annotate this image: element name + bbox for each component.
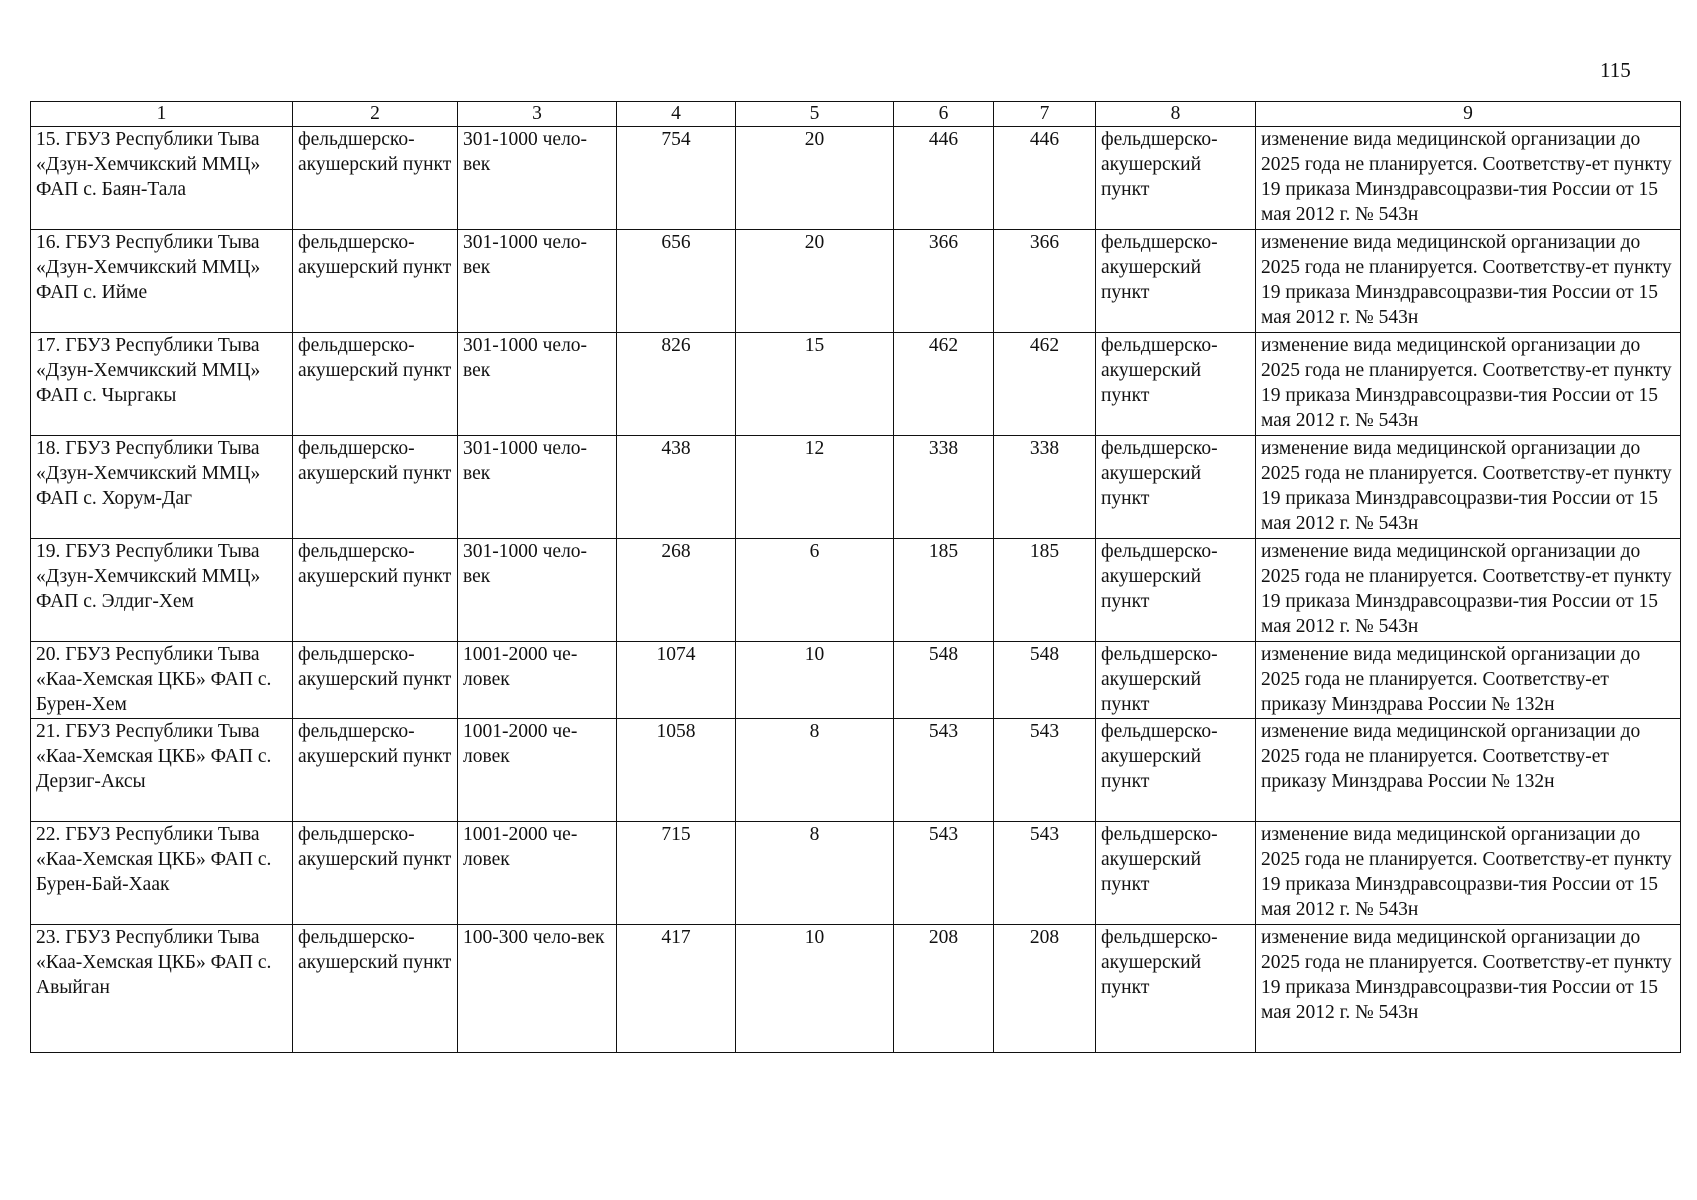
note-cell: изменение вида медицинской организации до 2025 года не планируется. Соответству-ет пункту 19 приказа Минздравсоцразви-тия России от 15 мая 2012 г. № 543н (1256, 822, 1681, 925)
value-cell: 548 (894, 642, 994, 719)
facility-name-cell: 23. ГБУЗ Республики Тыва «Каа-Хемская ЦКБ» ФАП с. Авыйган (31, 925, 293, 1053)
table-row (31, 127, 1681, 230)
facility-type-cell: фельдшерско-акушерский пункт (293, 822, 458, 925)
value-cell: 715 (617, 822, 736, 925)
column-header: 3 (458, 102, 617, 127)
value-cell: 548 (994, 642, 1096, 719)
facility-type-new-cell: фельдшерско-акушерский пункт (1096, 333, 1256, 436)
facility-type-cell: фельдшерско-акушерский пункт (293, 539, 458, 642)
value-cell: 543 (994, 822, 1096, 925)
table-row (31, 436, 1681, 539)
facility-name-cell: 22. ГБУЗ Республики Тыва «Каа-Хемская ЦКБ» ФАП с. Бурен-Бай-Хаак (31, 822, 293, 925)
value-cell: 20 (736, 127, 894, 230)
page-number: 115 (1600, 58, 1631, 82)
population-range-cell: 1001-2000 че-ловек (458, 642, 617, 719)
table-row (31, 719, 1681, 822)
column-header: 5 (736, 102, 894, 127)
value-cell: 446 (894, 127, 994, 230)
note-cell: изменение вида медицинской организации до 2025 года не планируется. Соответству-ет пункту 19 приказа Минздравсоцразви-тия России от 15 мая 2012 г. № 543н (1256, 333, 1681, 436)
facility-type-new-cell: фельдшерско-акушерский пункт (1096, 436, 1256, 539)
facility-type-cell: фельдшерско-акушерский пункт (293, 719, 458, 822)
value-cell: 438 (617, 436, 736, 539)
facility-type-new-cell: фельдшерско-акушерский пункт (1096, 127, 1256, 230)
population-range-cell: 301-1000 чело-век (458, 230, 617, 333)
population-range-cell: 301-1000 чело-век (458, 436, 617, 539)
value-cell: 543 (894, 719, 994, 822)
column-header: 9 (1256, 102, 1681, 127)
column-header: 7 (994, 102, 1096, 127)
table-row (31, 822, 1681, 925)
note-cell: изменение вида медицинской организации до 2025 года не планируется. Соответству-ет пункту 19 приказа Минздравсоцразви-тия России от 15 мая 2012 г. № 543н (1256, 230, 1681, 333)
table-row (31, 230, 1681, 333)
population-range-cell: 301-1000 чело-век (458, 333, 617, 436)
population-range-cell: 301-1000 чело-век (458, 539, 617, 642)
note-cell: изменение вида медицинской организации до 2025 года не планируется. Соответству-ет пункту 19 приказа Минздравсоцразви-тия России от 15 мая 2012 г. № 543н (1256, 925, 1681, 1053)
population-range-cell: 1001-2000 че-ловек (458, 719, 617, 822)
note-cell: изменение вида медицинской организации до 2025 года не планируется. Соответству-ет пункту 19 приказа Минздравсоцразви-тия России от 15 мая 2012 г. № 543н (1256, 436, 1681, 539)
value-cell: 185 (994, 539, 1096, 642)
value-cell: 208 (994, 925, 1096, 1053)
facility-type-new-cell: фельдшерско-акушерский пункт (1096, 642, 1256, 719)
value-cell: 543 (994, 719, 1096, 822)
column-header: 6 (894, 102, 994, 127)
value-cell: 20 (736, 230, 894, 333)
facility-type-cell: фельдшерско-акушерский пункт (293, 333, 458, 436)
value-cell: 446 (994, 127, 1096, 230)
facility-type-new-cell: фельдшерско-акушерский пункт (1096, 719, 1256, 822)
value-cell: 543 (894, 822, 994, 925)
column-header: 4 (617, 102, 736, 127)
facility-type-cell: фельдшерско-акушерский пункт (293, 925, 458, 1053)
value-cell: 462 (894, 333, 994, 436)
population-range-cell: 100-300 чело-век (458, 925, 617, 1053)
facility-type-cell: фельдшерско-акушерский пункт (293, 436, 458, 539)
value-cell: 366 (894, 230, 994, 333)
facilities-table (30, 101, 1681, 1053)
facility-name-cell: 21. ГБУЗ Республики Тыва «Каа-Хемская ЦКБ» ФАП с. Дерзиг-Аксы (31, 719, 293, 822)
value-cell: 10 (736, 925, 894, 1053)
facility-name-cell: 18. ГБУЗ Республики Тыва «Дзун-Хемчикский ММЦ» ФАП с. Хорум-Даг (31, 436, 293, 539)
table-row (31, 333, 1681, 436)
facility-name-cell: 19. ГБУЗ Республики Тыва «Дзун-Хемчикский ММЦ» ФАП с. Элдиг-Хем (31, 539, 293, 642)
table-row (31, 539, 1681, 642)
value-cell: 8 (736, 719, 894, 822)
facility-name-cell: 15. ГБУЗ Республики Тыва «Дзун-Хемчикский ММЦ» ФАП с. Баян-Тала (31, 127, 293, 230)
facility-type-new-cell: фельдшерско-акушерский пункт (1096, 925, 1256, 1053)
table-row (31, 925, 1681, 1053)
header-row (31, 102, 1681, 127)
value-cell: 208 (894, 925, 994, 1053)
value-cell: 338 (894, 436, 994, 539)
value-cell: 754 (617, 127, 736, 230)
facility-type-new-cell: фельдшерско-акушерский пункт (1096, 822, 1256, 925)
value-cell: 826 (617, 333, 736, 436)
value-cell: 6 (736, 539, 894, 642)
facility-type-cell: фельдшерско-акушерский пункт (293, 642, 458, 719)
facility-type-new-cell: фельдшерско-акушерский пункт (1096, 230, 1256, 333)
note-cell: изменение вида медицинской организации до 2025 года не планируется. Соответству-ет приказу Минздрава России № 132н (1256, 719, 1681, 822)
population-range-cell: 1001-2000 че-ловек (458, 822, 617, 925)
facility-type-cell: фельдшерско-акушерский пункт (293, 127, 458, 230)
note-cell: изменение вида медицинской организации до 2025 года не планируется. Соответству-ет пункту 19 приказа Минздравсоцразви-тия России от 15 мая 2012 г. № 543н (1256, 539, 1681, 642)
value-cell: 185 (894, 539, 994, 642)
facility-type-new-cell: фельдшерско-акушерский пункт (1096, 539, 1256, 642)
value-cell: 656 (617, 230, 736, 333)
value-cell: 15 (736, 333, 894, 436)
facility-name-cell: 20. ГБУЗ Республики Тыва «Каа-Хемская ЦКБ» ФАП с. Бурен-Хем (31, 642, 293, 719)
column-header: 2 (293, 102, 458, 127)
value-cell: 366 (994, 230, 1096, 333)
value-cell: 417 (617, 925, 736, 1053)
value-cell: 268 (617, 539, 736, 642)
table-row (31, 642, 1681, 719)
facility-type-cell: фельдшерско-акушерский пункт (293, 230, 458, 333)
value-cell: 8 (736, 822, 894, 925)
value-cell: 462 (994, 333, 1096, 436)
value-cell: 338 (994, 436, 1096, 539)
note-cell: изменение вида медицинской организации до 2025 года не планируется. Соответству-ет пункту 19 приказа Минздравсоцразви-тия России от 15 мая 2012 г. № 543н (1256, 127, 1681, 230)
facility-name-cell: 16. ГБУЗ Республики Тыва «Дзун-Хемчикский ММЦ» ФАП с. Ийме (31, 230, 293, 333)
value-cell: 12 (736, 436, 894, 539)
column-header: 8 (1096, 102, 1256, 127)
value-cell: 1074 (617, 642, 736, 719)
facility-name-cell: 17. ГБУЗ Республики Тыва «Дзун-Хемчикский ММЦ» ФАП с. Чыргакы (31, 333, 293, 436)
column-header: 1 (31, 102, 293, 127)
population-range-cell: 301-1000 чело-век (458, 127, 617, 230)
value-cell: 1058 (617, 719, 736, 822)
value-cell: 10 (736, 642, 894, 719)
note-cell: изменение вида медицинской организации до 2025 года не планируется. Соответству-ет приказу Минздрава России № 132н (1256, 642, 1681, 719)
